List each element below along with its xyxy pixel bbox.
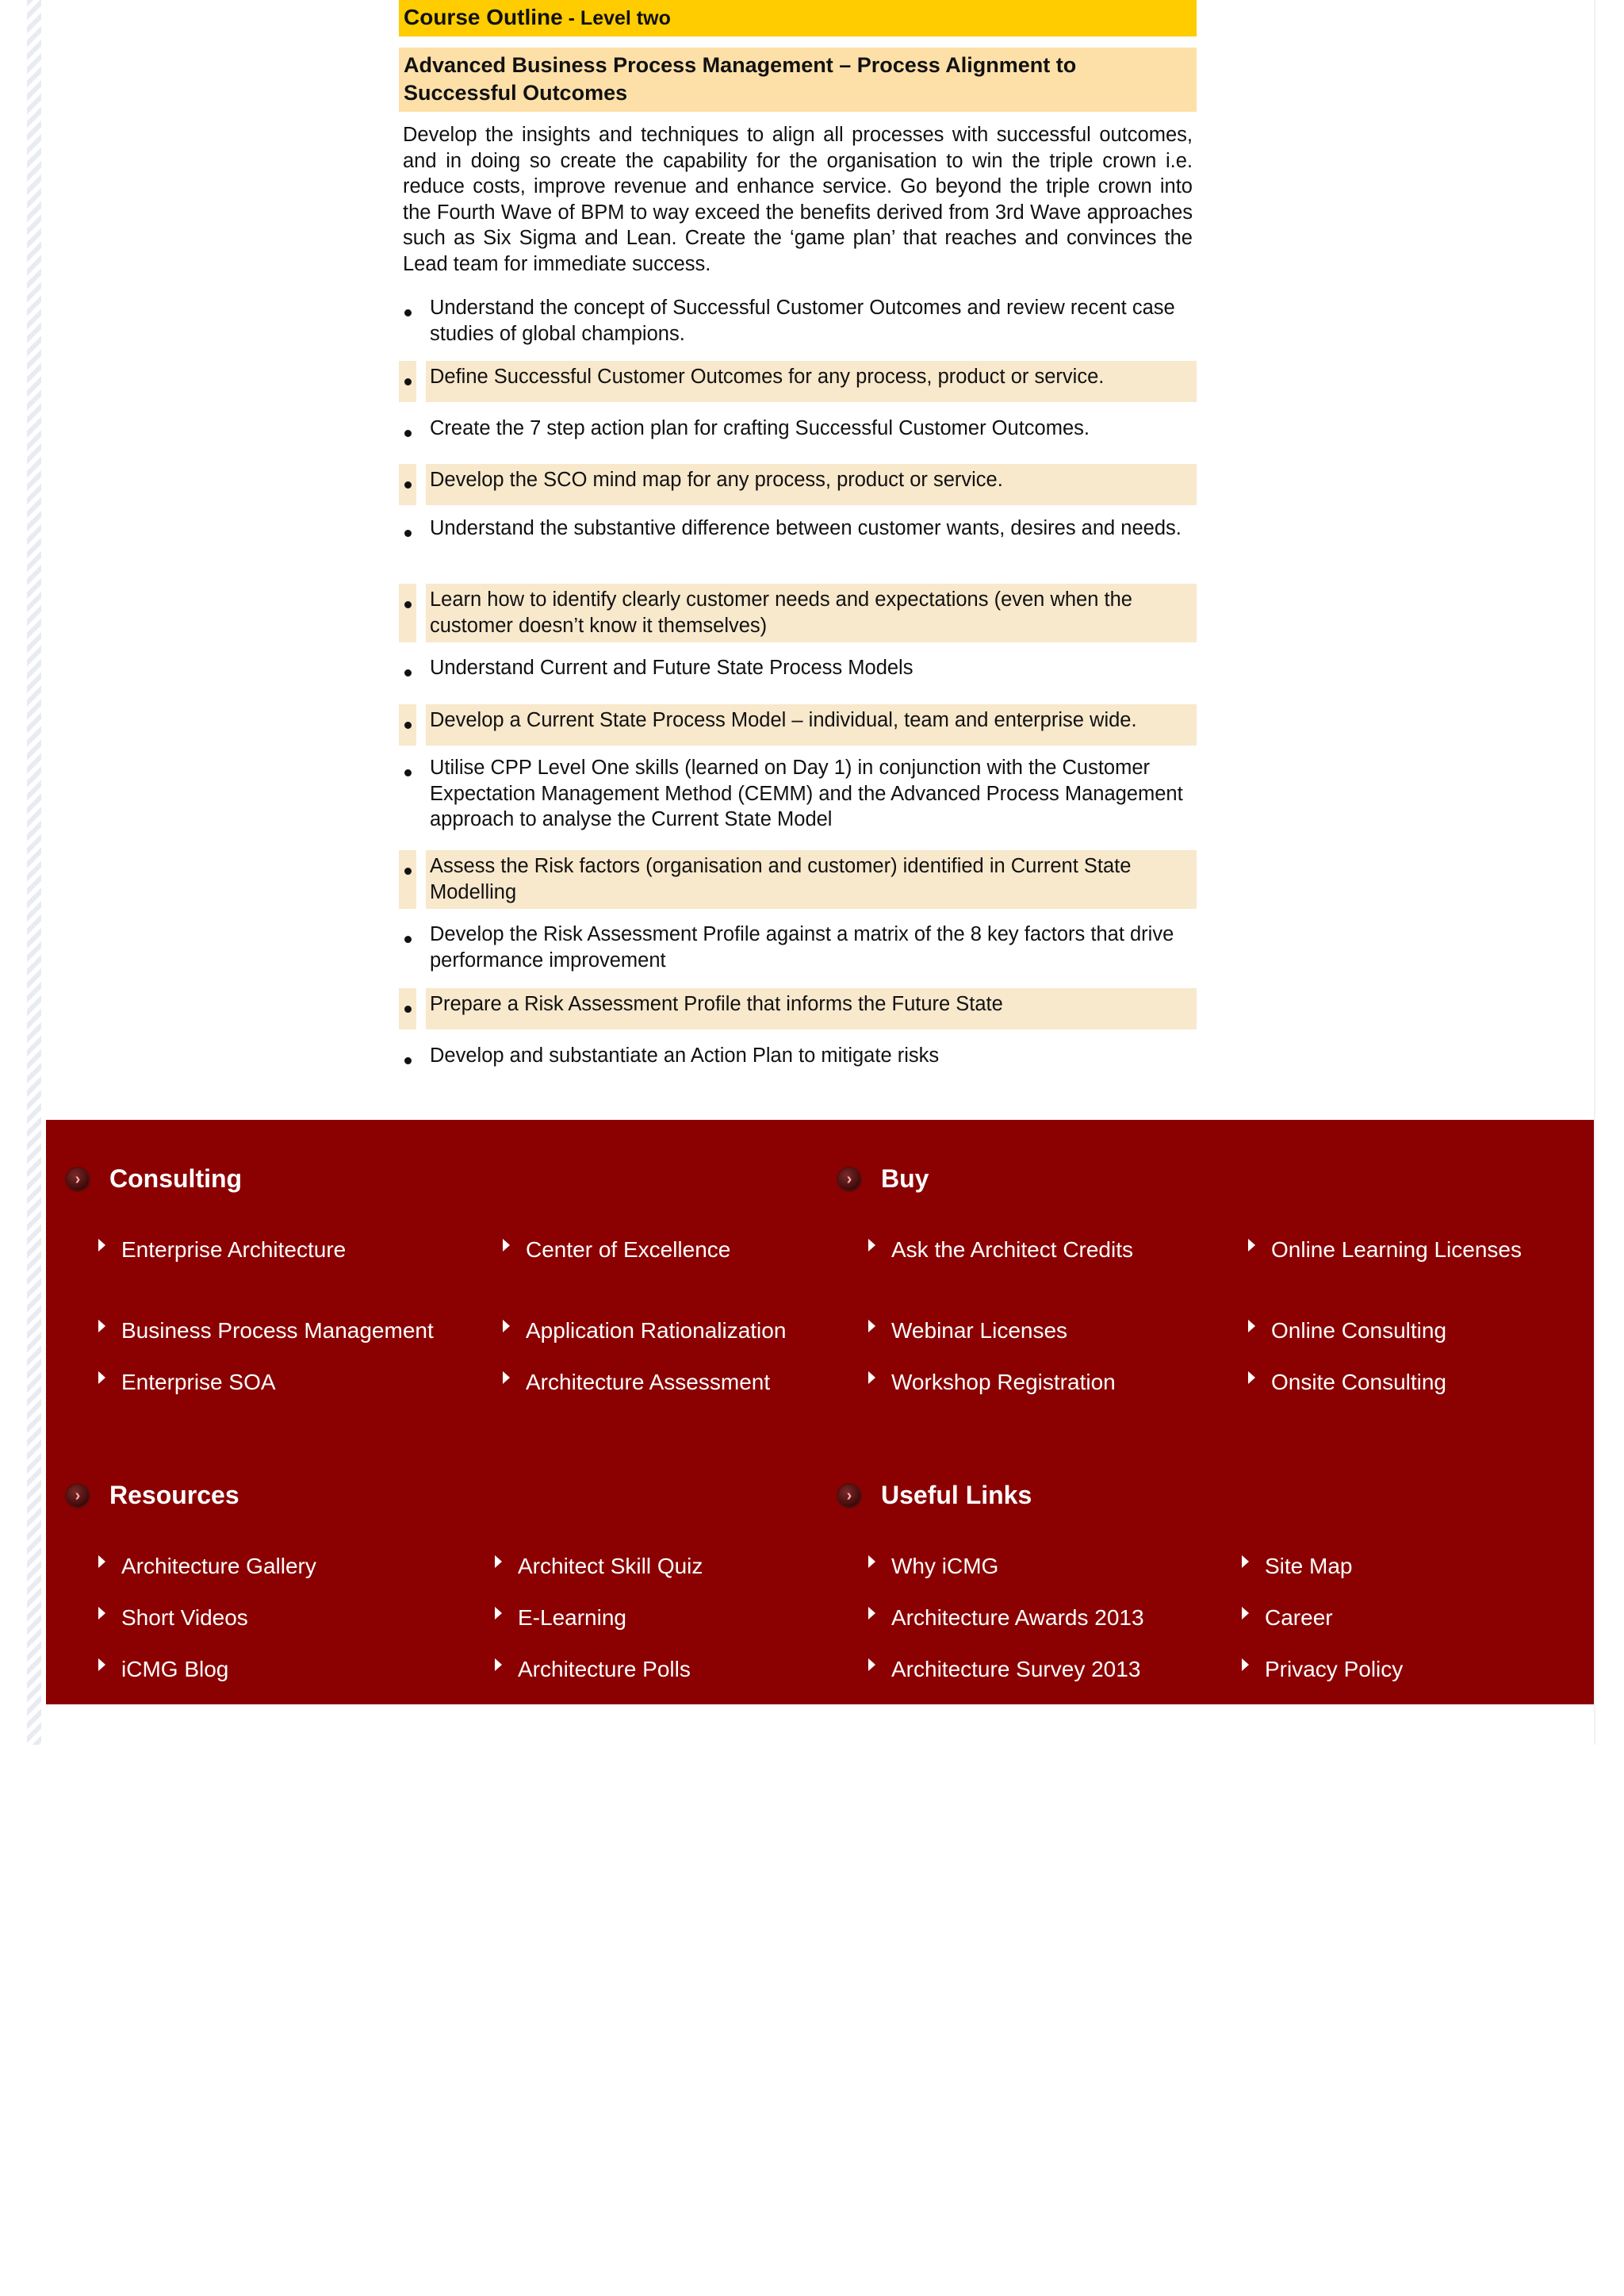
caret-right-icon — [1248, 1320, 1255, 1332]
bullet-dot — [404, 430, 412, 437]
caret-right-icon — [868, 1320, 875, 1332]
caret-right-icon — [98, 1607, 105, 1619]
site-footer — [46, 1120, 1594, 1704]
footer-link-enterprise-soa[interactable]: Enterprise SOA — [98, 1370, 276, 1395]
footer-link-short-videos[interactable]: Short Videos — [98, 1605, 248, 1631]
bullet-item — [399, 850, 1197, 909]
caret-right-icon — [495, 1607, 502, 1619]
footer-link-career[interactable]: Career — [1242, 1605, 1333, 1631]
caret-right-icon — [1248, 1239, 1255, 1251]
course-outline-level: - Level two — [562, 7, 671, 29]
caret-right-icon — [503, 1371, 510, 1384]
bullet-dot — [404, 530, 412, 537]
footer-link-architecture-polls[interactable]: Architecture Polls — [495, 1657, 691, 1682]
bullet-item — [399, 1040, 1197, 1081]
left-decorative-stripe — [27, 0, 41, 1745]
footer-section-title: Consulting — [109, 1164, 243, 1193]
caret-right-icon — [868, 1658, 875, 1671]
footer-link-onsite-consulting[interactable]: Onsite Consulting — [1248, 1370, 1446, 1395]
caret-right-icon — [98, 1239, 105, 1251]
bullet-item — [399, 464, 1197, 505]
caret-right-icon — [98, 1555, 105, 1568]
bullet-dot — [404, 669, 412, 677]
bullet-item — [399, 584, 1197, 642]
bullet-item — [399, 652, 1197, 693]
bullet-text: Understand the substantive difference between customer wants, desires and needs. — [430, 517, 1182, 539]
footer-link-architecture-assessment[interactable]: Architecture Assessment — [503, 1370, 770, 1395]
bullet-dot — [404, 868, 412, 875]
caret-right-icon — [868, 1555, 875, 1568]
bullet-dot — [404, 722, 412, 729]
caret-right-icon — [503, 1320, 510, 1332]
bullet-text: Define Successful Customer Outcomes for any process, product or service. — [426, 361, 1197, 402]
footer-link-architecture-awards-2013[interactable]: Architecture Awards 2013 — [868, 1605, 1144, 1631]
bullet-text: Understand Current and Future State Process Models — [430, 657, 914, 679]
bullet-dot — [404, 309, 412, 316]
bullet-text: Learn how to identify clearly customer needs and expectations (even when the customer doesn’t know it themselves) — [426, 584, 1197, 642]
bullet-text: Understand the concept of Successful Customer Outcomes and review recent case studies of global champions. — [430, 297, 1175, 345]
bullet-item — [399, 361, 1197, 402]
right-border-line — [1594, 0, 1595, 1745]
footer-link-ask-the-architect-credits[interactable]: Ask the Architect Credits — [868, 1237, 1133, 1263]
bullet-text: Develop a Current State Process Model – individual, team and enterprise wide. — [426, 704, 1197, 746]
footer-section-useful-links — [837, 1481, 1032, 1510]
footer-link-icmg-blog[interactable]: iCMG Blog — [98, 1657, 228, 1682]
course-outline-header — [399, 0, 1197, 36]
footer-link-center-of-excellence[interactable]: Center of Excellence — [503, 1237, 730, 1263]
footer-section-title: Resources — [109, 1481, 239, 1509]
course-intro-paragraph: Develop the insights and techniques to align all processes with successful outcomes, and in doing so create the capability for the organisation to win the triple crown i.e. reduce costs, improve revenue and enhance service. Go beyond the triple crown into the Fourth Wave of BPM to way exceed the benefits derived from 3rd Wave approaches such as Six Sigma and Lean. Create the ‘game plan’ that reaches and convinces the Lead team for immediate success. — [403, 124, 1193, 275]
bullet-item — [399, 704, 1197, 746]
caret-right-icon — [503, 1239, 510, 1251]
bullet-text: Develop the SCO mind map for any process, product or service. — [426, 464, 1197, 505]
footer-link-why-icmg[interactable]: Why iCMG — [868, 1554, 998, 1579]
footer-link-business-process-management[interactable]: Business Process Management — [98, 1318, 434, 1343]
footer-link-webinar-licenses[interactable]: Webinar Licenses — [868, 1318, 1067, 1343]
bullet-dot — [404, 936, 412, 943]
caret-right-icon — [98, 1320, 105, 1332]
footer-section-resources — [65, 1481, 239, 1510]
bullet-dot — [404, 481, 412, 489]
caret-right-icon — [868, 1371, 875, 1384]
footer-link-privacy-policy[interactable]: Privacy Policy — [1242, 1657, 1403, 1682]
footer-section-buy — [837, 1164, 929, 1194]
caret-right-icon — [868, 1607, 875, 1619]
caret-right-icon — [1242, 1555, 1249, 1568]
chevron-right-circle-icon: › — [837, 1483, 862, 1508]
bullet-dot — [404, 1057, 412, 1064]
footer-section-title: Useful Links — [881, 1481, 1032, 1509]
footer-link-online-consulting[interactable]: Online Consulting — [1248, 1318, 1446, 1343]
bullet-dot — [404, 378, 412, 385]
caret-right-icon — [98, 1371, 105, 1384]
footer-link-architecture-survey-2013[interactable]: Architecture Survey 2013 — [868, 1657, 1140, 1682]
footer-link-enterprise-architecture[interactable]: Enterprise Architecture — [98, 1237, 346, 1263]
bullet-item — [399, 512, 1197, 569]
footer-link-workshop-registration[interactable]: Workshop Registration — [868, 1370, 1116, 1395]
footer-link-architecture-gallery[interactable]: Architecture Gallery — [98, 1554, 316, 1579]
caret-right-icon — [868, 1239, 875, 1251]
chevron-right-circle-icon: › — [837, 1167, 862, 1192]
footer-link-architect-skill-quiz[interactable]: Architect Skill Quiz — [495, 1554, 703, 1579]
chevron-right-circle-icon: › — [65, 1483, 90, 1508]
bullet-dot — [404, 1006, 412, 1013]
bullet-item — [399, 918, 1197, 976]
caret-right-icon — [495, 1555, 502, 1568]
bullet-item — [399, 292, 1197, 349]
bullet-dot — [404, 769, 412, 776]
bullet-text: Develop the Risk Assessment Profile against a matrix of the 8 key factors that drive performance improvement — [430, 923, 1174, 972]
bullet-item — [399, 752, 1197, 834]
bullet-text: Prepare a Risk Assessment Profile that informs the Future State — [426, 988, 1197, 1029]
caret-right-icon — [1248, 1371, 1255, 1384]
bullet-item — [399, 412, 1197, 454]
course-title: Advanced Business Process Management – Process Alignment to Successful Outcomes — [399, 48, 1197, 112]
footer-section-title: Buy — [881, 1164, 929, 1193]
bullet-item — [399, 988, 1197, 1029]
caret-right-icon — [495, 1658, 502, 1671]
footer-link-e-learning[interactable]: E-Learning — [495, 1605, 626, 1631]
course-outline-title: Course Outline — [404, 5, 563, 29]
bullet-dot — [404, 601, 412, 608]
bullet-text: Create the 7 step action plan for crafting Successful Customer Outcomes. — [430, 417, 1090, 439]
footer-section-consulting — [65, 1164, 242, 1194]
caret-right-icon — [1242, 1658, 1249, 1671]
bullet-text: Assess the Risk factors (organisation and customer) identified in Current State Modelling — [426, 850, 1197, 909]
footer-link-application-rationalization[interactable]: Application Rationalization — [503, 1318, 786, 1343]
bullet-text: Utilise CPP Level One skills (learned on Day 1) in conjunction with the Customer Expectation Management Method (CEMM) and the Advanced Process Management approach to analyse the Current State Model — [430, 757, 1183, 830]
course-outline-panel — [399, 0, 1197, 277]
chevron-right-circle-icon: › — [65, 1167, 90, 1192]
caret-right-icon — [98, 1658, 105, 1671]
bullet-text: Develop and substantiate an Action Plan to mitigate risks — [430, 1045, 940, 1067]
footer-link-site-map[interactable]: Site Map — [1242, 1554, 1353, 1579]
caret-right-icon — [1242, 1607, 1249, 1619]
footer-link-online-learning-licenses[interactable]: Online Learning Licenses — [1248, 1237, 1522, 1263]
